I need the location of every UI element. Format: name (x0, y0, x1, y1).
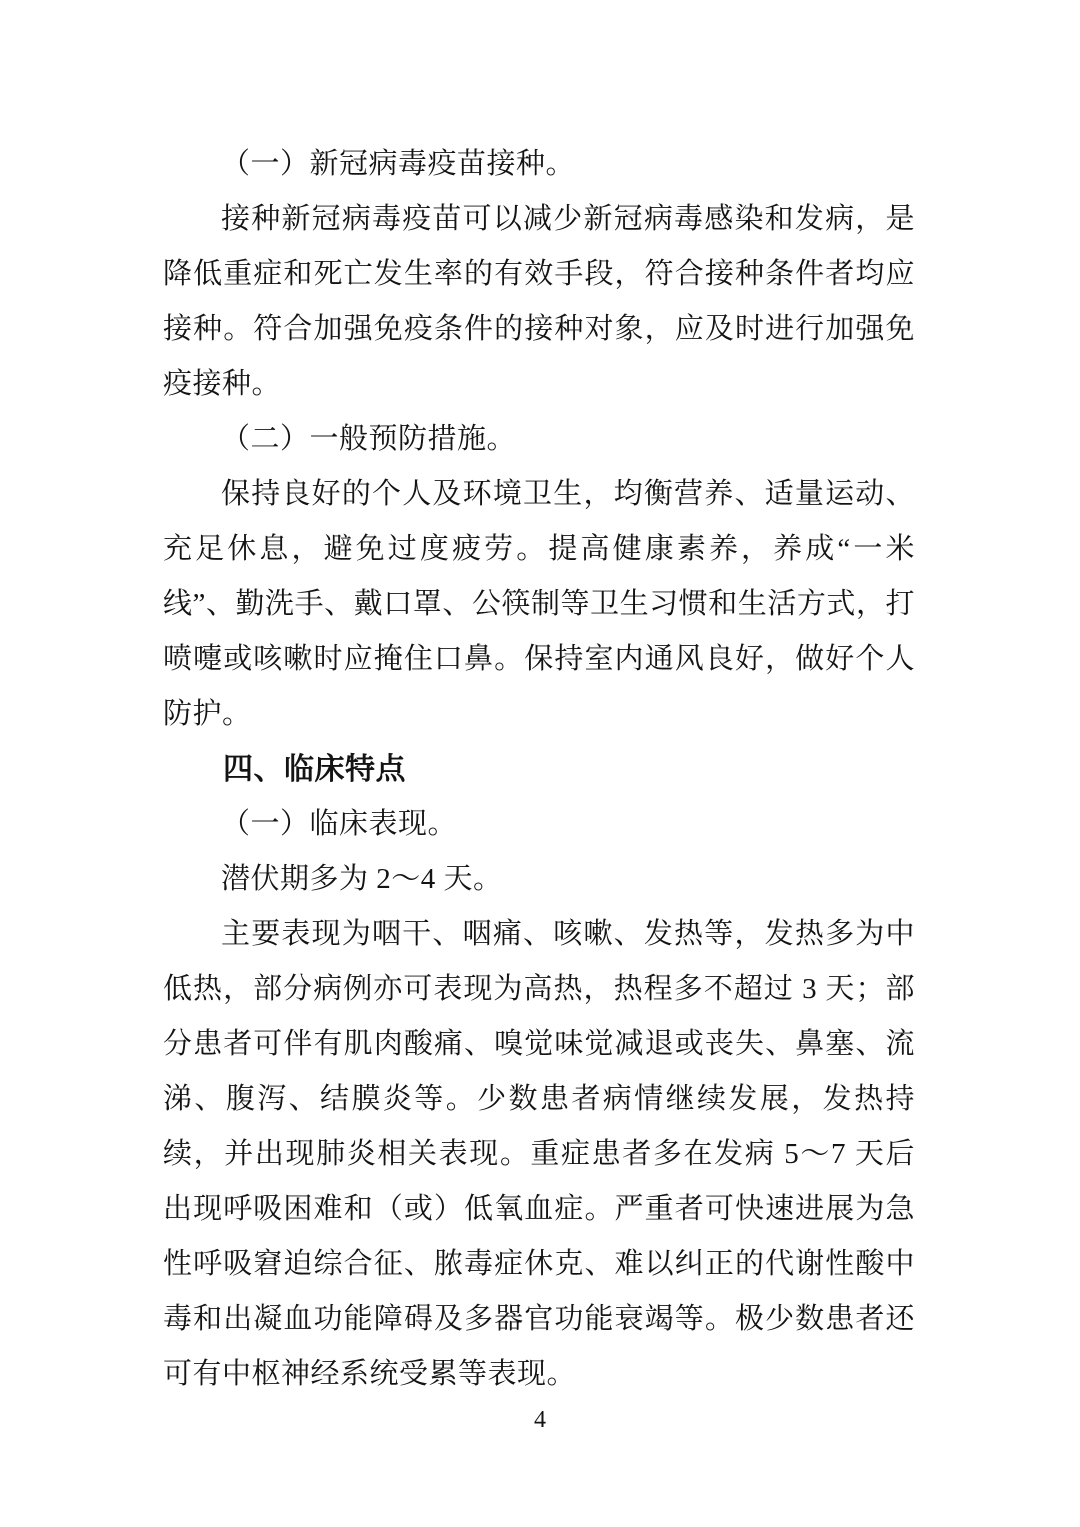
paragraph-general-prevention-detail: 保持良好的个人及环境卫生，均衡营养、适量运动、充足休息，避免过度疲劳。提高健康素养，养成“一米线”、勤洗手、戴口罩、公筷制等卫生习惯和生活方式，打喷嚏或咳嗽时应掩住口鼻。保持室内通风良好，做好个人防护。 (163, 478, 915, 730)
subheading-clinical-manifestation: （一）临床表现。 (221, 808, 458, 840)
subheading-vaccination: （一）新冠病毒疫苗接种。 (221, 148, 576, 180)
subheading-general-prevention: （二）一般预防措施。 (221, 423, 517, 455)
page-number: 4 (534, 1407, 546, 1433)
section-heading-clinical-features: 四、临床特点 (223, 753, 406, 786)
paragraph-vaccination-detail: 接种新冠病毒疫苗可以减少新冠病毒感染和发病，是降低重症和死亡发生率的有效手段，符合接种条件者均应接种。符合加强免疫条件的接种对象，应及时进行加强免疫接种。 (163, 203, 915, 400)
paragraph-incubation-period: 潜伏期多为 2～4 天。 (221, 863, 503, 895)
paragraph-symptoms-detail: 主要表现为咽干、咽痛、咳嗽、发热等，发热多为中低热，部分病例亦可表现为高热，热程多不超过 3 天；部分患者可伴有肌肉酸痛、嗅觉味觉减退或丧失、鼻塞、流涕、腹泻、结膜炎等。少数患者病情继续发展，发热持续，并出现肺炎相关表现。重症患者多在发病 5～7 天后出现呼吸困难和（或）低氧血症。严重者可快速进展为急性呼吸窘迫综合征、脓毒症休克、难以纠正的代谢性酸中毒和出凝血功能障碍及多器官功能衰竭等。极少数患者还可有中枢神经系统受累等表现。 (163, 918, 915, 1390)
document-content (163, 137, 915, 1402)
